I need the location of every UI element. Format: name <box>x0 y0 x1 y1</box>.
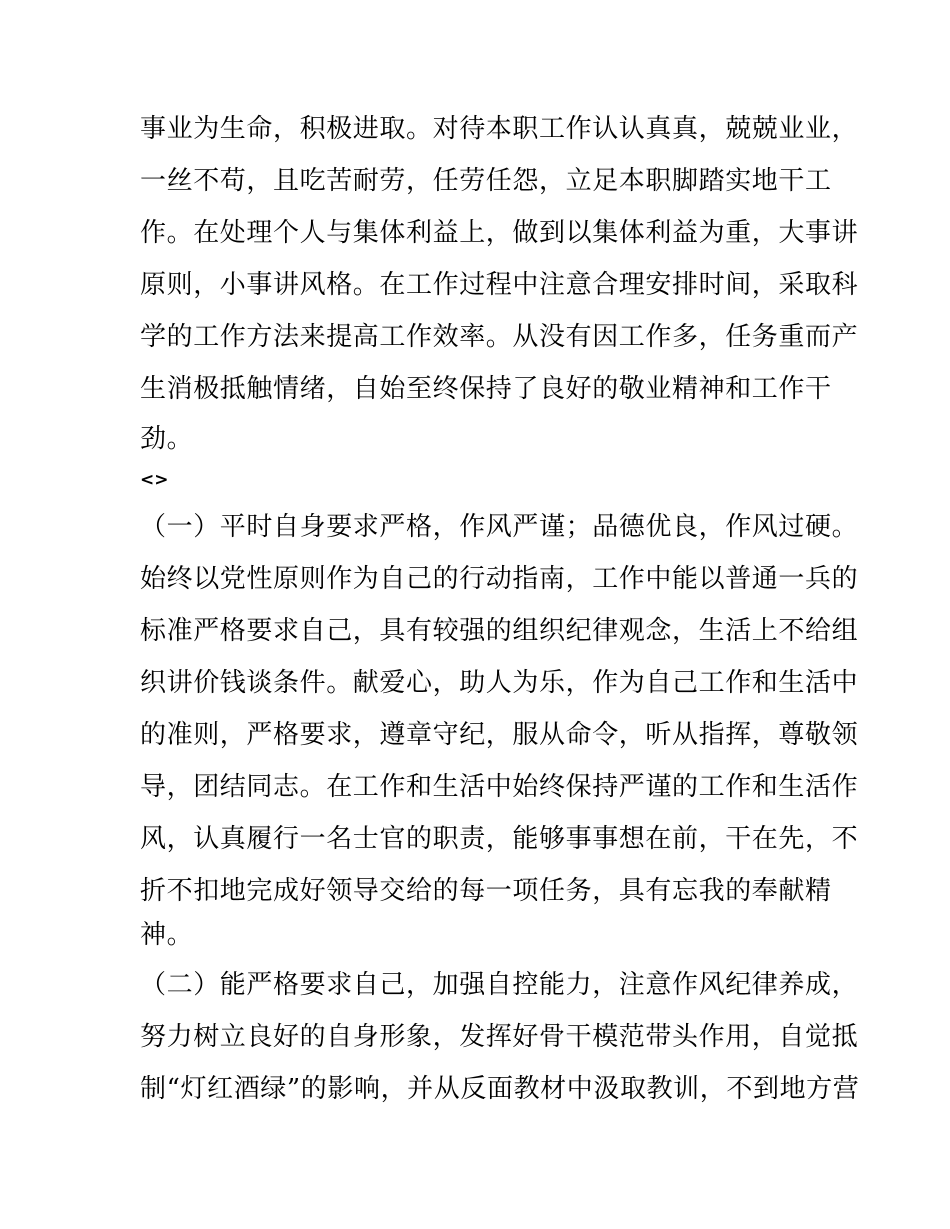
text-line: 导，团结同志。在工作和生活中始终保持严谨的工作和生活作 <box>140 772 859 802</box>
text-line: 作。在处理个人与集体利益上，做到以集体利益为重，大事讲 <box>140 218 859 248</box>
text-line: 学的工作方法来提高工作效率。从没有因工作多，任务重而产 <box>140 322 859 352</box>
text-line: 织讲价钱谈条件。献爱心，助人为乐，作为自己工作和生活中 <box>140 668 859 698</box>
text-line: 神。 <box>140 920 194 950</box>
text-line: 原则，小事讲风格。在工作过程中注意合理安排时间，采取科 <box>140 270 859 300</box>
text-line: 制“灯红酒绿”的影响，并从反面教材中汲取教训，不到地方营 <box>140 1074 860 1104</box>
text-line: 一丝不苟，且吃苦耐劳，任劳任怨，立足本职脚踏实地干工 <box>140 166 832 196</box>
text-line: （一）平时自身要求严格，作风严谨；品德优良，作风过硬。 <box>140 512 859 542</box>
text-line: 生消极抵触情绪，自始至终保持了良好的敬业精神和工作干 <box>140 374 832 404</box>
text-line: 劲。 <box>140 424 194 454</box>
text-line: 始终以党性原则作为自己的行动指南，工作中能以普通一兵的 <box>140 564 859 594</box>
text-line: 风，认真履行一名士官的职责，能够事事想在前，干在先，不 <box>140 824 859 854</box>
text-line: 努力树立良好的自身形象，发挥好骨干模范带头作用，自觉抵 <box>140 1022 859 1052</box>
text-line: 的准则，严格要求，遵章守纪，服从命令，听从指挥，尊敬领 <box>140 720 859 750</box>
text-line: 标准严格要求自己，具有较强的组织纪律观念，生活上不给组 <box>140 616 859 646</box>
section-marker: <> <box>140 470 169 490</box>
text-line: 事业为生命，积极进取。对待本职工作认认真真，兢兢业业， <box>140 114 859 144</box>
text-line: 折不扣地完成好领导交给的每一项任务，具有忘我的奉献精 <box>140 876 832 906</box>
text-line: （二）能严格要求自己，加强自控能力，注意作风纪律养成， <box>140 970 859 1000</box>
